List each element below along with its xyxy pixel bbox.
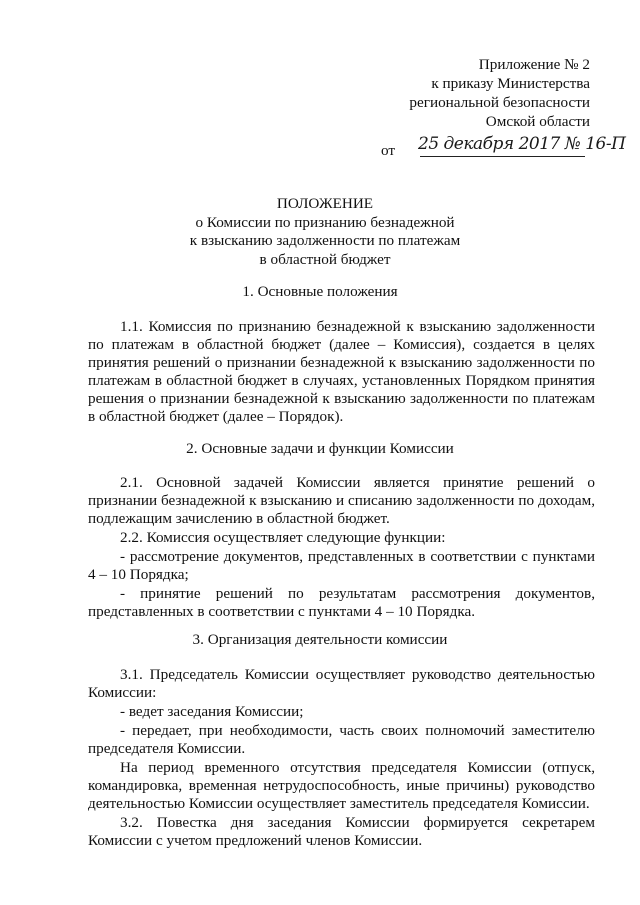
section-2-body bbox=[88, 474, 595, 621]
order-reference: к приказу Министерства bbox=[431, 75, 590, 92]
ministry-name: региональной безопасности bbox=[409, 94, 590, 111]
document-title bbox=[150, 195, 500, 269]
paragraph-3-1: 3.1. Председатель Комиссии осуществляет руководство деятельностью Комиссии: bbox=[88, 666, 595, 701]
section-2-heading: 2. Основные задачи и функции Комиссии bbox=[186, 440, 454, 457]
list-item-3-1-a: - ведет заседания Комиссии; bbox=[120, 703, 304, 720]
section-1-heading: 1. Основные положения bbox=[242, 283, 398, 300]
paragraph-3-1-deputy: На период временного отсутствия председателя Комиссии (отпуск, командировка, временная нетрудоспособность, иные причины) руководство деятельностью Комиссии осуществляет заместитель председателя Комиссии. bbox=[88, 759, 595, 812]
paragraph-3-2: 3.2. Повестка дня заседания Комиссии формируется секретарем Комиссии с учетом предложений членов Комиссии. bbox=[88, 814, 595, 849]
section-1-body bbox=[88, 318, 595, 426]
title-main: ПОЛОЖЕНИЕ bbox=[276, 195, 374, 212]
list-item-2-2-b: - принятие решений по результатам рассмотрения документов, представленных в соответствии с пунктами 4 – 10 Порядка. bbox=[88, 585, 595, 620]
title-subtitle-1: о Комиссии по признанию безнадежной bbox=[195, 213, 455, 231]
handwritten-date-number: 25 декабря 2017 № 16-П bbox=[418, 134, 626, 154]
appendix-number: Приложение № 2 bbox=[478, 56, 590, 73]
paragraph-2-1: 2.1. Основной задачей Комиссии является принятие решений о признании безнадежной к взысканию и списанию задолженности по доходам, подлежащим зачислению в областной бюджет. bbox=[88, 474, 595, 527]
region-name: Омской области bbox=[485, 113, 590, 130]
list-item-3-1-b: - передает, при необходимости, часть своих полномочий заместителю председателя Комиссии. bbox=[88, 722, 595, 757]
paragraph-1-1: 1.1. Комиссия по признанию безнадежной к взысканию задолженности по платежам в областной бюджет (далее – Комиссия), создается в целях принятия решений о признании безнадежной к взысканию задолженности по платежам в областной бюджет в случаях, установленных Порядком принятия решения о признании безнадежной к взысканию задолженности по платежам в областной бюджет (далее – Порядок). bbox=[88, 318, 595, 425]
date-prefix: от bbox=[380, 142, 395, 159]
appendix-header bbox=[360, 55, 626, 161]
order-date-line bbox=[360, 134, 626, 161]
section-3-body bbox=[88, 666, 595, 850]
paragraph-2-2: 2.2. Комиссия осуществляет следующие функции: bbox=[120, 529, 446, 546]
date-underline bbox=[420, 156, 585, 157]
section-3-heading: 3. Организация деятельности комиссии bbox=[192, 631, 448, 648]
title-subtitle-2: к взысканию задолженности по платежам bbox=[189, 232, 461, 249]
title-subtitle-3: в областной бюджет bbox=[259, 250, 391, 268]
list-item-2-2-a: - рассмотрение документов, представленных в соответствии с пунктами 4 – 10 Порядка; bbox=[88, 548, 595, 583]
